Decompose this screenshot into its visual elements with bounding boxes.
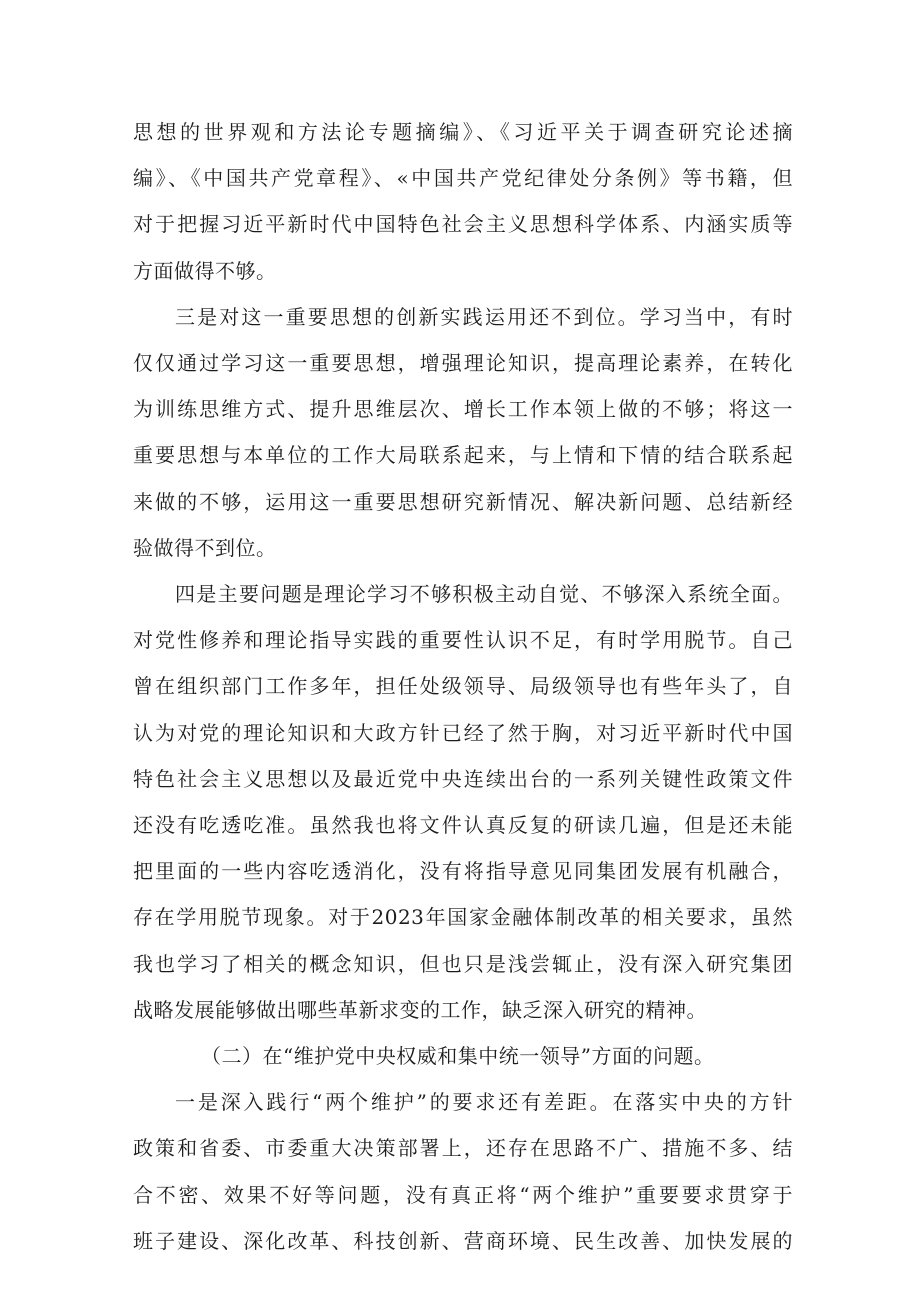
text-line: 来做的不够，运用这一重要思想研究新情况、解决新问题、总结新经	[133, 489, 793, 514]
text-line: 特色社会主义思想以及最近党中央连续出台的一系列关键性政策文件	[133, 766, 793, 791]
text-line: 曾在组织部门工作多年，担任处级领导、局级领导也有些年头了，自	[133, 674, 793, 699]
text-line: 对于把握习近平新时代中国特色社会主义思想科学体系、内涵实质等	[133, 212, 793, 237]
text-line: 验做得不到位。	[133, 535, 277, 560]
text-line: 仅仅通过学习这一重要思想，增强理论知识，提高理论素养，在转化	[133, 351, 793, 375]
text-line: 四是主要问题是理论学习不够积极主动自觉、不够深入系统全面。	[175, 582, 793, 606]
text-line: 认为对党的理论知识和大政方针已经了然于胸，对习近平新时代中国	[133, 720, 793, 745]
text-line: 把里面的一些内容吃透消化，没有将指导意见同集团发展有机融合，	[133, 859, 793, 884]
text-line: 为训练思维方式、提升思维层次、增长工作本领上做的不够；将这一	[133, 397, 793, 422]
text-line: 政策和省委、市委重大决策部署上，还存在思路不广、措施不多、结	[133, 1136, 793, 1161]
text-line: 一是深入践行“两个维护”的要求还有差距。在落实中央的方针	[175, 1090, 793, 1115]
text-line: 班子建设、深化改革、科技创新、营商环境、民生改善、加快发展的	[133, 1228, 793, 1253]
text-line: 战略发展能够做出哪些革新求变的工作，缺乏深入研究的精神。	[133, 997, 707, 1022]
section-heading: （二）在“维护党中央权威和集中统一领导”方面的问题。	[201, 1044, 715, 1068]
text-line: 方面做得不够。	[133, 258, 277, 283]
text-line: 对党性修养和理论指导实践的重要性认识不足，有时学用脱节。自己	[133, 628, 793, 653]
text-line: 编》、《中国共产党章程》、«中国共产党纪律处分条例》等书籍，但	[133, 166, 793, 191]
text-line: 存在学用脱节现象。对于2023年国家金融体制改革的相关要求，虽然	[133, 905, 793, 930]
text-line: 我也学习了相关的概念知识，但也只是浅尝辄止，没有深入研究集团	[133, 951, 793, 976]
text-line: 合不密、效果不好等问题，没有真正将“两个维护”重要要求贯穿于	[133, 1182, 793, 1207]
text-line: 还没有吃透吃准。虽然我也将文件认真反复的研读几遍，但是还未能	[133, 813, 793, 837]
text-line: 三是对这一重要思想的创新实践运用还不到位。学习当中，有时	[175, 304, 793, 329]
text-line: 思想的世界观和方法论专题摘编》、《习近平关于调查研究论述摘	[133, 120, 793, 144]
text-line: 重要思想与本单位的工作大局联系起来，与上情和下情的结合联系起	[133, 443, 793, 468]
